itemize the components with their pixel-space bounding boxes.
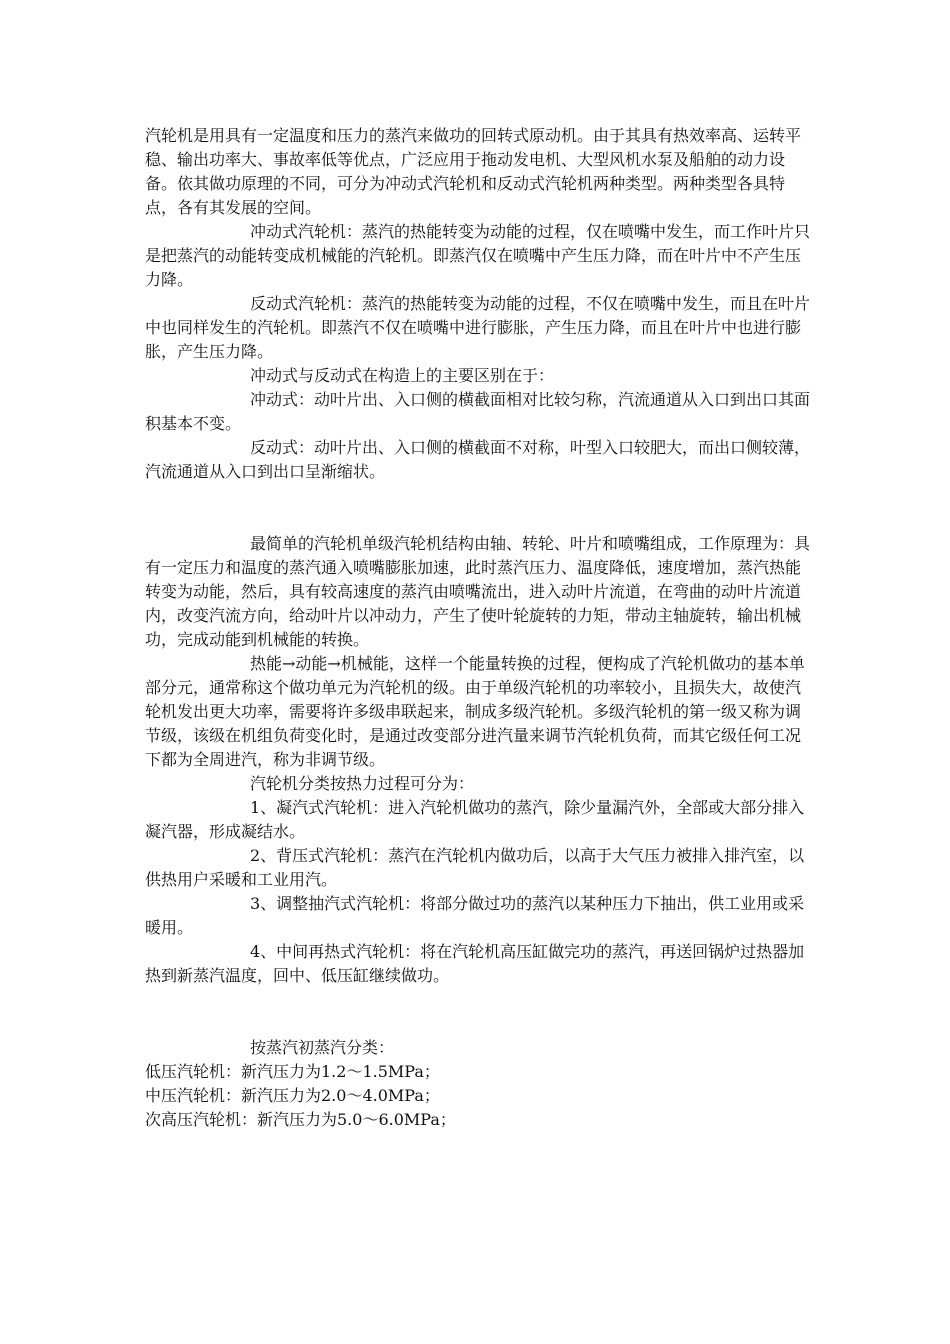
classification-item-4: 4、中间再热式汽轮机：将在汽轮机高压缸做完功的蒸汽，再送回锅炉过热器加热到新蒸汽温度，回中、低压缸继续做功。 bbox=[145, 942, 805, 985]
difference-impulse: 冲动式：动叶片出、入口侧的横截面相对比较匀称，汽流通道从入口到出口其面积基本不变。 bbox=[145, 390, 811, 433]
classification-item-1: 1、凝汽式汽轮机：进入汽轮机做功的蒸汽，除少量漏汽外，全部或大部分排入凝汽器，形成凝结水。 bbox=[145, 798, 805, 841]
intro-paragraph: 汽轮机是用具有一定温度和压力的蒸汽来做功的回转式原动机。由于其具有热效率高、运转平稳、输出功率大、事故率低等优点，广泛应用于拖动发电机、大型风机水泵及船舶的动力设备。依其做功原理的不同，可分为冲动式汽轮机和反动式汽轮机两种类型。两种类型各具特点，各有其发展的空间。 bbox=[145, 126, 802, 217]
pressure-class-item: 中压汽轮机：新汽压力为2.0～4.0MPa； bbox=[145, 1086, 440, 1105]
working-principle-paragraph: 最简单的汽轮机单级汽轮机结构由轴、转轮、叶片和喷嘴组成，工作原理为：具有一定压力和温度的蒸汽通入喷嘴膨胀加速，此时蒸汽压力、温度降低，速度增加，蒸汽热能转变为动能，然后，具有较高速度的蒸汽由喷嘴流出，进入动叶片流道，在弯曲的动叶片流道内，改变汽流方向，给动叶片以冲动力，产生了使叶轮旋转的力矩，带动主轴旋转，输出机械功，完成动能到机械能的转换。 bbox=[145, 534, 811, 649]
section-spacer bbox=[145, 988, 815, 1036]
classification-item-2: 2、背压式汽轮机：蒸汽在汽轮机内做功后，以高于大气压力被排入排汽室，以供热用户采暖和工业用汽。 bbox=[145, 846, 805, 889]
difference-heading: 冲动式与反动式在构造上的主要区别在于： bbox=[250, 366, 555, 385]
impulse-turbine-definition: 冲动式汽轮机：蒸汽的热能转变为动能的过程，仅在喷嘴中发生，而工作叶片只是把蒸汽的动能转变成机械能的汽轮机。即蒸汽仅在喷嘴中产生压力降，而在叶片中不产生压力降。 bbox=[145, 222, 811, 289]
classification-item-3: 3、调整抽汽式汽轮机：将部分做过功的蒸汽以某种压力下抽出，供工业用或采暖用。 bbox=[145, 894, 805, 937]
classification-heading: 汽轮机分类按热力过程可分为： bbox=[250, 774, 475, 793]
section-spacer bbox=[145, 484, 815, 532]
pressure-class-item: 次高压汽轮机：新汽压力为5.0～6.0MPa； bbox=[145, 1110, 456, 1129]
document-page bbox=[145, 124, 815, 1132]
pressure-classification-heading: 按蒸汽初蒸汽分类： bbox=[250, 1038, 395, 1057]
stage-paragraph: 热能→动能→机械能，这样一个能量转换的过程，便构成了汽轮机做功的基本单部分元，通常称这个做功单元为汽轮机的级。由于单级汽轮机的功率较小，且损失大，故使汽轮机发出更大功率，需要将许多级串联起来，制成多级汽轮机。多级汽轮机的第一级又称为调节级，该级在机组负荷变化时，是通过改变部分进汽量来调节汽轮机负荷，而其它级任何工况下都为全周进汽，称为非调节级。 bbox=[145, 654, 805, 769]
pressure-class-item: 低压汽轮机：新汽压力为1.2～1.5MPa； bbox=[145, 1062, 440, 1081]
difference-reaction: 反动式：动叶片出、入口侧的横截面不对称，叶型入口较肥大，而出口侧较薄，汽流通道从入口到出口呈渐缩状。 bbox=[145, 438, 811, 481]
reaction-turbine-definition: 反动式汽轮机：蒸汽的热能转变为动能的过程，不仅在喷嘴中发生，而且在叶片中也同样发生的汽轮机。即蒸汽不仅在喷嘴中进行膨胀，产生压力降，而且在叶片中也进行膨胀，产生压力降。 bbox=[145, 294, 811, 361]
